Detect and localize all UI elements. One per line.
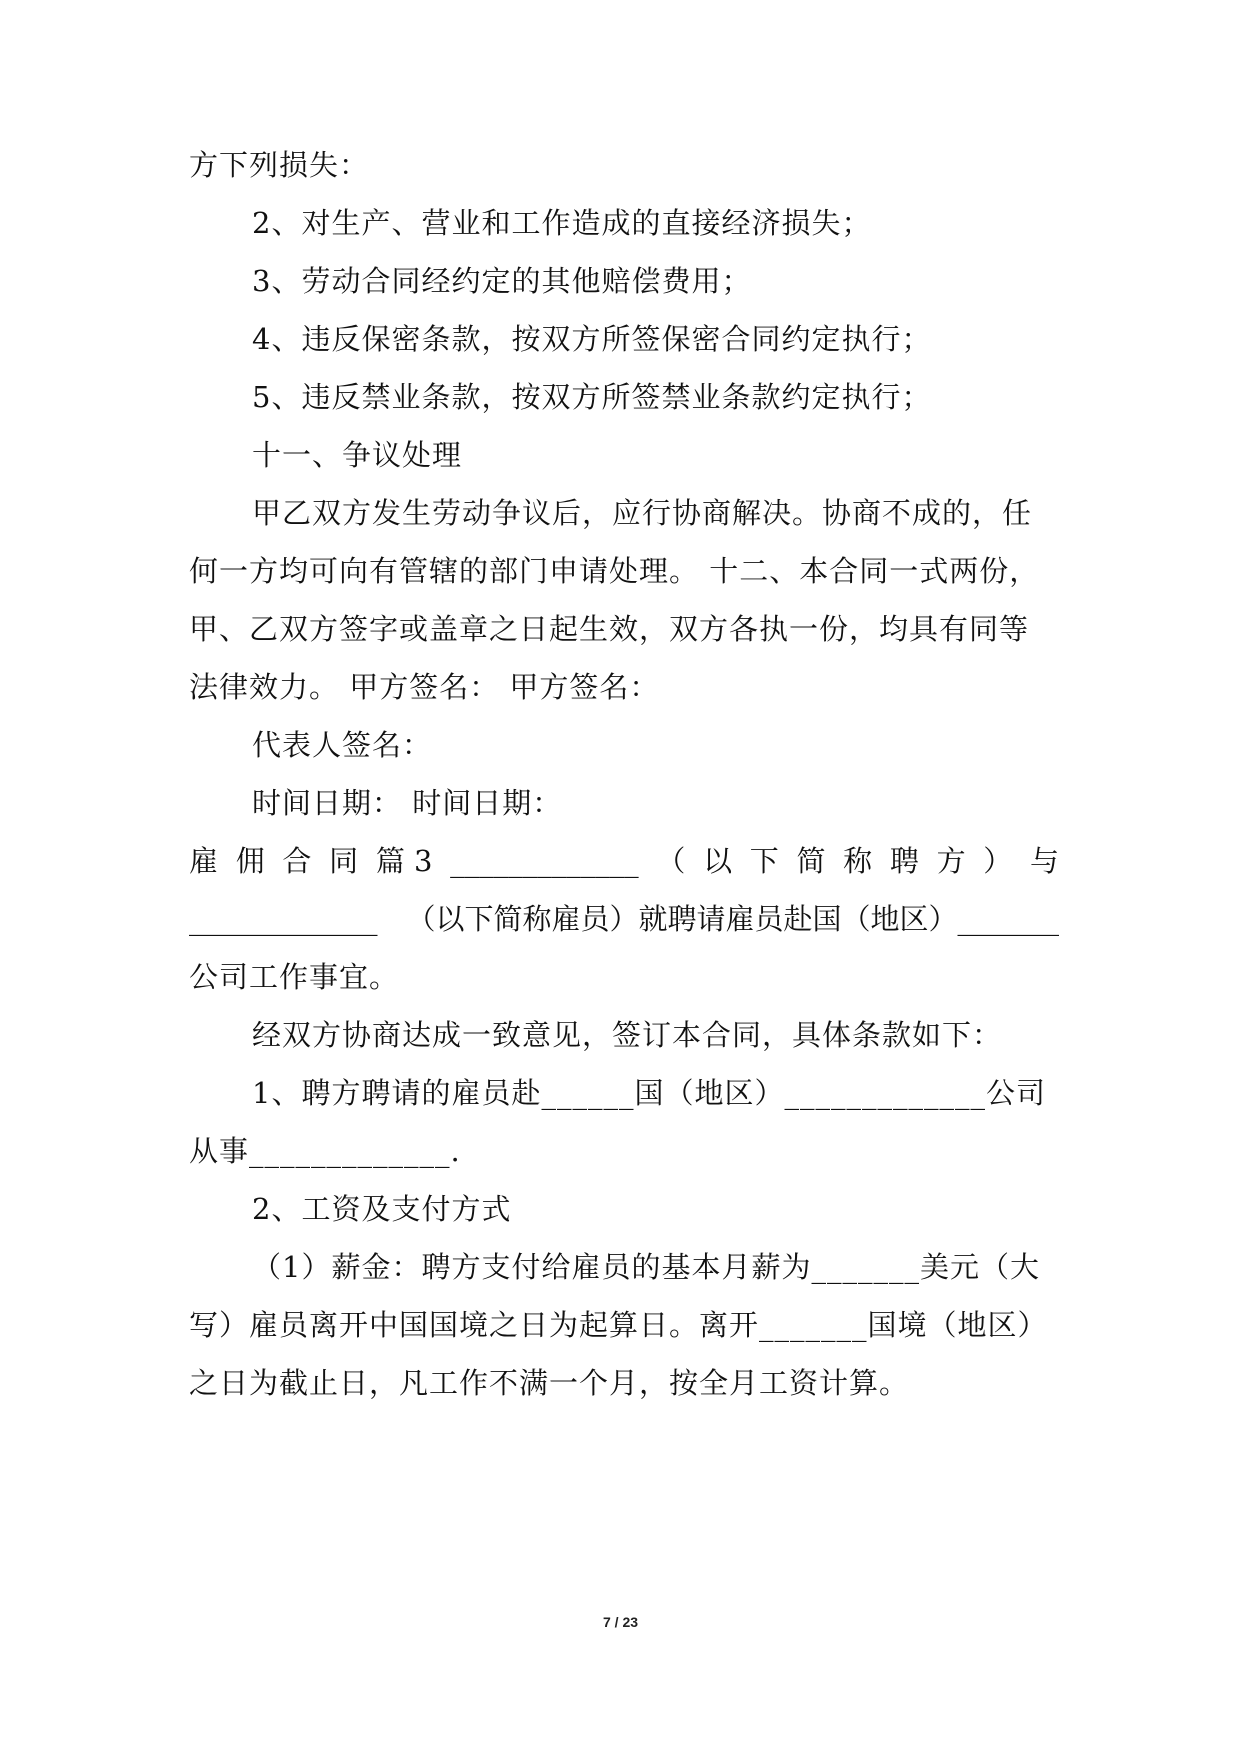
- text-line-9: 甲、乙双方签字或盖章之日起生效，双方各执一份，均具有同等: [189, 612, 1030, 646]
- text-line-5: 5、违反禁业条款，按双方所签禁业条款约定执行；: [252, 380, 932, 414]
- contract-title-line: [189, 841, 1059, 881]
- text-line-17: 1、聘方聘请的雇员赴______国（地区）_____________公司: [252, 1076, 1046, 1110]
- text-line-16: 经双方协商达成一致意见，签订本合同，具体条款如下：: [252, 1018, 1003, 1052]
- justified-token: 合: [282, 844, 312, 878]
- justified-token: 同: [329, 844, 359, 878]
- text-line-4: 4、违反保密条款，按双方所签保密合同约定执行；: [252, 322, 932, 356]
- employee-line: [189, 899, 1059, 939]
- text-line-20: （1）薪金：聘方支付给雇员的基本月薪为_______美元（大: [252, 1250, 1040, 1284]
- section-heading-11: 十一、争议处理: [252, 438, 463, 472]
- text-line-8: 何一方均可向有管辖的部门申请处理。 十二、本合同一式两份，: [189, 554, 1040, 588]
- justified-token: 方: [936, 844, 966, 878]
- contract-section-label: 篇 3: [375, 844, 433, 878]
- signature-line-representative: 代表人签名：: [252, 728, 433, 762]
- text-line-21: 写）雇员离开中国国境之日为起算日。离开_______国境（地区）: [189, 1308, 1048, 1342]
- justified-token: 佣: [235, 844, 265, 878]
- justified-token: 称: [843, 844, 873, 878]
- text-line-22: 之日为截止日，凡工作不满一个月，按全月工资计算。: [189, 1366, 910, 1400]
- signature-line-party-a: 法律效力。 甲方签名： 甲方签名：: [189, 670, 660, 704]
- text-line-2: 2、对生产、营业和工作造成的直接经济损失；: [252, 206, 872, 240]
- text-line-18: 从事_____________.: [189, 1134, 461, 1168]
- text-line-3: 3、劳动合同经约定的其他赔偿费用；: [252, 264, 752, 298]
- justified-token: 与: [1029, 844, 1059, 878]
- employee-clause-text: （以下简称雇员）就聘请雇员赴国（地区）_______: [406, 902, 1059, 936]
- text-line-7: 甲乙双方发生劳动争议后，应行协商解决。协商不成的，任: [252, 496, 1033, 530]
- justified-token: （: [656, 844, 686, 878]
- blank-field: _____________: [450, 844, 639, 878]
- text-line-15: 公司工作事宜。: [189, 960, 400, 994]
- justified-token: 聘: [889, 844, 919, 878]
- page-number: 7 / 23: [602, 1614, 639, 1630]
- justified-token: ）: [983, 844, 1013, 878]
- section-heading-salary: 2、工资及支付方式: [252, 1192, 512, 1226]
- justified-token: 以: [703, 844, 733, 878]
- signature-date-line: 时间日期： 时间日期：: [252, 786, 563, 820]
- justified-token: 简: [796, 844, 826, 878]
- justified-token: 雇: [189, 844, 219, 878]
- text-line-1: 方下列损失：: [189, 148, 370, 182]
- blank-field: _____________: [189, 902, 378, 936]
- justified-token: 下: [749, 844, 779, 878]
